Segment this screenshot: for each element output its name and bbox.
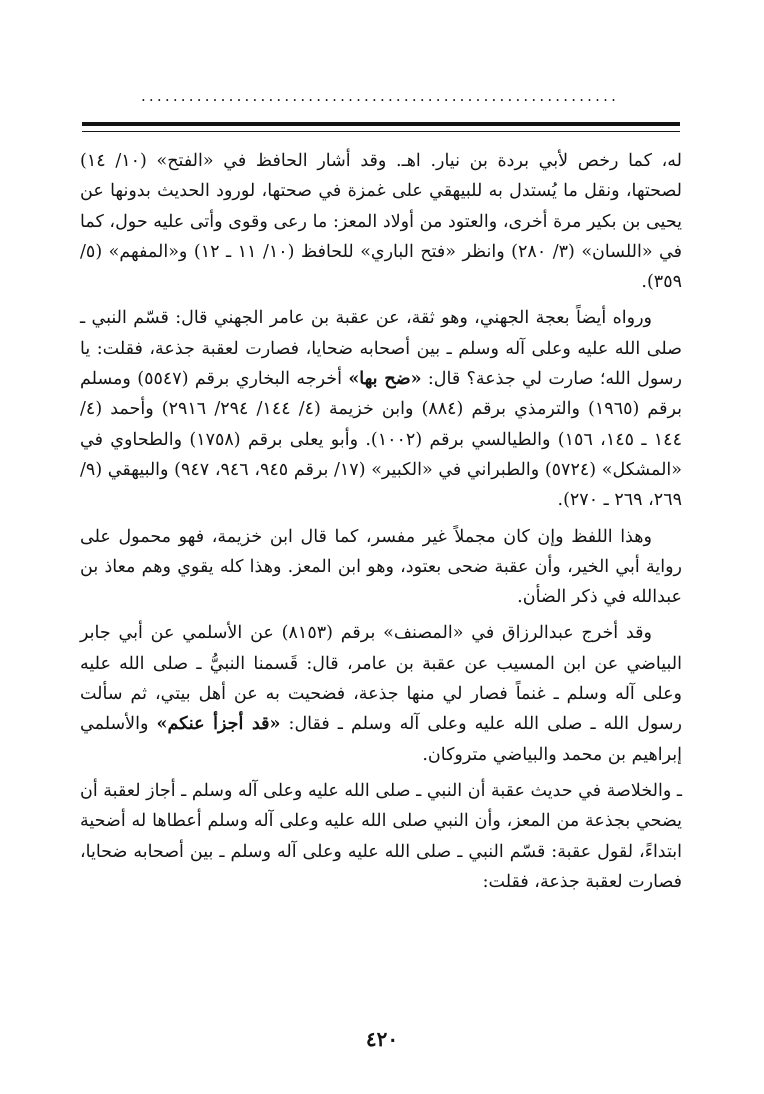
paragraph-2-part-2: أخرجه البخاري برقم (٥٥٤٧) ومسلم برقم (١٩٦٥) والترمذي برقم (٨٨٤) وابن خزيمة (٤/ ١٤٤/ ٢٩٤/ ٢٩١٦) وأحمد (٤/ ١٤٤ ـ ١٤٥، ١٥٦) والطيالسي برقم (١٠٠٢). وأبو يعلى برقم (١٧٥٨) والطحاوي في «المشكل» (٥٧٢٤) والطبراني في «الكبير» (١٧/ برقم ٩٤٥، ٩٤٦، ٩٤٧) والبيهقي (٩/ ٢٦٩، ٢٦٩ ـ ٢٧٠). <box>80 369 682 511</box>
header-rule-thick <box>82 122 680 126</box>
page-number: ٤٢٠ <box>365 1027 399 1051</box>
paragraph-2-hadith-quote: «ضح بها» <box>348 369 422 390</box>
paragraph-3: وهذا اللفظ وإن كان مجملاً غير مفسر، كما قال ابن خزيمة، فهو محمول على رواية أبي الخير، وأن عقبة ضحى بعتود، وهو ابن المعز. وهذا كله يقوي وهم معاذ بن عبدالله في ذكر الضأن. <box>80 526 682 608</box>
header-rule-thin <box>82 131 680 132</box>
paragraph-4 <box>80 618 682 769</box>
paragraph-4-part-1: وقد أخرج عبدالرزاق في «المصنف» برقم (٨١٥٣) عن الأسلمي عن أبي جابر البياضي عن ابن المسيب عن عقبة بن عامر، قال: قَسمنا النبيُّ ـ صلى الله عليه وعلى آله وسلم ـ غنماً فصار لي منها جذعة، فضحيت به عن أهل بيتي، ثم سألت رسول الله ـ صلى الله عليه وعلى آله وسلم ـ فقال: <box>80 623 682 735</box>
paragraph-1: له، كما رخص لأبي بردة بن نيار. اهـ. وقد أشار الحافظ في «الفتح» (١٠/ ١٤) لصحتها، ونقل ما يُستدل به للبيهقي على غمزة في صحتها، لورود الحديث بدونها عن يحيى بن بكير مرة أخرى، والعتود من أولاد المعز: ما رعى وقوى وأتى عليه حول، كما في «اللسان» (٣/ ٢٨٠) وانظر «فتح الباري» للحافظ (١٠/ ١١ ـ ١٢) و«المفهم» (٥/ ٣٥٩). <box>80 151 682 293</box>
paragraph-5: ـ والخلاصة في حديث عقبة أن النبي ـ صلى الله عليه وعلى آله وسلم ـ أجاز لعقبة أن يضحي بجذعة من المعز، وأن النبي صلى الله عليه وعلى آله وسلم أعطاها له أضحية ابتداءً، لقول عقبة: قسّم النبي ـ صلى الله عليه وعلى آله وسلم ـ بين أصحابه ضحايا، فصارت لعقبة جذعة، فقلت: <box>80 780 682 892</box>
paragraph-2-part-1: ورواه أيضاً بعجة الجهني، وهو ثقة، عن عقبة بن عامر الجهني قال: قسّم النبي ـ صلى الله عليه وعلى آله وسلم ـ بين أصحابه ضحايا، فصارت لعقبة جذعة، فقلت: يا رسول الله؛ صارت لي جذعة؟ قال: <box>80 308 682 390</box>
paragraph-2 <box>80 303 682 515</box>
paragraph-4-part-2: والأسلمي إبراهيم بن محمد والبياضي متروكان. <box>80 714 682 765</box>
page-body <box>80 146 682 903</box>
header-dotted-line: ............................................................ <box>140 87 620 105</box>
paragraph-4-hadith-quote: «قد أجزأ عنكم» <box>156 714 281 735</box>
